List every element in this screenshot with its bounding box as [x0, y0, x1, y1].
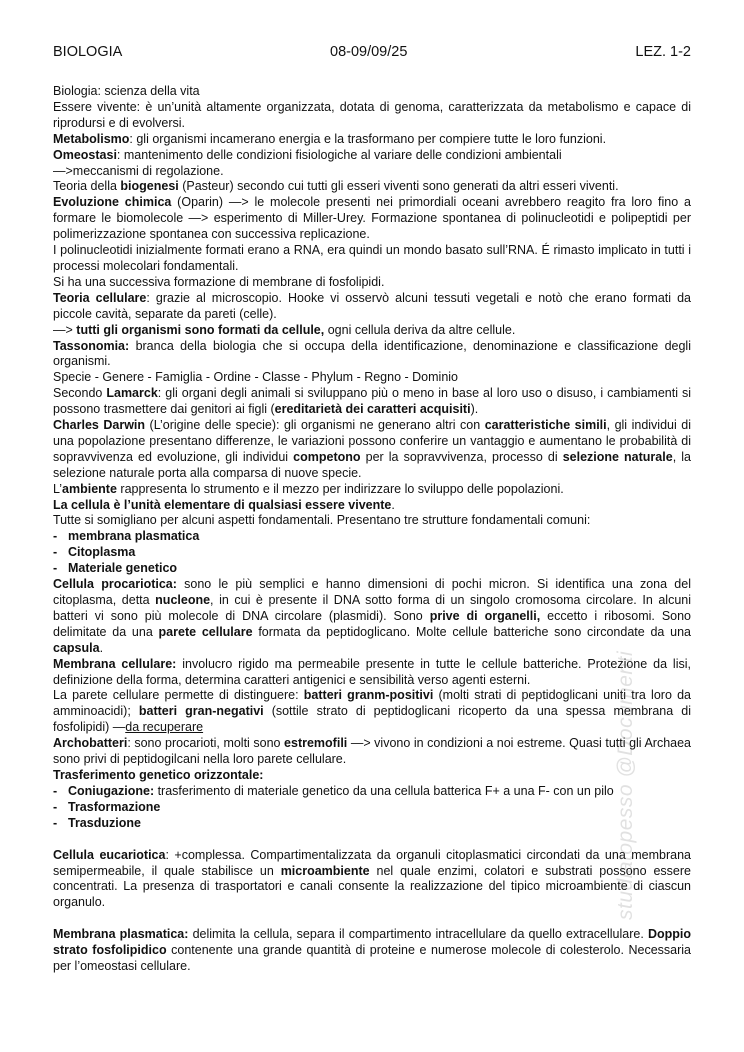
paragraph — [53, 482, 691, 498]
text-run: Trasferimento genetico orizzontale: — [53, 767, 264, 782]
paragraph — [53, 768, 691, 784]
text-run: ). — [470, 402, 479, 417]
text-run: branca della biologia che si occupa della identificazione, denominazione e classificazione degli organismi. — [53, 338, 691, 369]
list-item-text: Trasformazione — [68, 799, 161, 814]
text-run: . — [99, 640, 104, 655]
text-run: Tassonomia: — [53, 338, 130, 353]
text-run: . — [391, 497, 395, 512]
text-run: —> — [53, 322, 77, 337]
bullet-dash-icon: - — [53, 545, 58, 560]
text-run: —>meccanismi di regolazione. — [53, 163, 224, 178]
text-run: eccetto i ribosomi. Sono delimitate da una — [53, 608, 692, 639]
text-run: : mantenimento delle condizioni fisiologiche al variare delle condizioni ambientali — [116, 147, 562, 162]
list-item — [53, 561, 691, 577]
list-item — [53, 545, 691, 561]
text-run: trasferimento di materiale genetico da una cellula batterica F+ a una F- con un pilo — [154, 783, 614, 798]
text-run: : gli organismi incamerano energia e la trasformano per compiere tutte le loro funzioni. — [129, 131, 607, 146]
text-run: : sono procarioti, molti sono — [127, 736, 285, 751]
text-run: : gli organi degli animali si sviluppano più o meno in base al loro uso o disuso, i cambiamenti si possono trasmettere dai genitori ai figli ( — [53, 386, 692, 417]
text-run: , in cui è presente il DNA sotto forma di un singolo cromosoma circolare. In alcuni batteri vi sono più molecole di DNA circolare (plasmidi). Sono — [53, 593, 692, 623]
header-date: 08-09/09/25 — [330, 44, 408, 60]
text-run: Membrana plasmatica: — [53, 927, 189, 942]
paragraph — [53, 148, 691, 164]
bullet-dash-icon: - — [53, 561, 58, 576]
text-run: delimita la cellula, separa il compartimento intracellulare da quello extracellulare. — [188, 927, 648, 942]
spacer — [53, 832, 691, 848]
paragraph — [53, 243, 691, 275]
text-run: sono le più semplici e hanno dimensioni di pochi micron. Si identifica una zona del citoplasma, detta — [53, 577, 691, 607]
text-run: Teoria cellulare — [53, 290, 147, 305]
text-run: prive di organelli, — [429, 608, 541, 623]
text-run: batteri gran-negativi — [138, 704, 264, 719]
paragraph — [53, 370, 691, 386]
text-run: da recuperare — [125, 720, 204, 735]
text-run: , la selezione naturale porta alla comparsa di nuove specie. — [53, 449, 691, 480]
list-item — [53, 800, 691, 816]
paragraph — [53, 927, 691, 975]
text-run: La parete cellulare permette di distinguere: — [53, 688, 304, 703]
page-header — [53, 44, 691, 64]
paragraph — [53, 657, 691, 689]
text-run: Archobatteri — [53, 736, 128, 751]
document-body — [53, 84, 691, 975]
text-run: rappresenta lo strumento e il mezzo per indirizzare lo sviluppo delle popolazioni. — [116, 481, 564, 496]
paragraph — [53, 179, 691, 195]
text-run: Doppio strato fosfolipidico — [53, 927, 691, 958]
bullet-dash-icon: - — [53, 799, 58, 814]
paragraph — [53, 339, 691, 371]
list-item — [53, 784, 691, 800]
paragraph — [53, 132, 691, 148]
text-run: contenente una grande quantità di proteine e numerose molecole di colesterolo. Necessaria per l’omeostasi cellulare. — [53, 943, 692, 974]
paragraph — [53, 195, 691, 243]
text-run: (molti strati di peptidoglicani uniti tra loro da amminoacidi); — [53, 688, 691, 719]
text-run: capsula — [53, 640, 100, 655]
text-run: nel quale enzimi, colatori e substrati possono essere concentrati. La presenza di trasportatori e canali consente la realizzazione del tipico microambiente di ciascun organulo. — [53, 863, 691, 910]
spacer — [53, 911, 691, 927]
text-run: —> vivono in condizioni a noi estreme. Quasi tutti gli Archaea sono privi di peptidogilcani nella loro parete cellulare. — [53, 736, 692, 767]
paragraph — [53, 323, 691, 339]
bullet-dash-icon: - — [53, 815, 58, 830]
header-lesson: LEZ. 1-2 — [635, 44, 691, 60]
text-run: La cellula è l’unità elementare di qualsiasi essere vivente — [53, 497, 392, 512]
paragraph — [53, 164, 691, 180]
text-run: : grazie al microscopio. Hooke vi osservò alcuni tessuti vegetali e notò che erano formati da piccole cavità, separate da pareti (celle). — [53, 290, 691, 321]
paragraph — [53, 418, 691, 482]
list-item — [53, 529, 691, 545]
text-run: Secondo — [53, 386, 107, 401]
text-run: caratteristiche simili — [484, 418, 607, 433]
paragraph — [53, 386, 691, 418]
text-run: , gli individui di una popolazione presentano differenze, le variazioni possono conferire un vantaggio e aumentano le probabilità di sopravvivenza ed evoluzione, gli individui — [53, 418, 691, 464]
text-run: Evoluzione chimica — [53, 195, 172, 210]
text-run: ambiente — [62, 481, 117, 496]
text-run: Charles Darwin — [53, 418, 146, 433]
text-run: Biologia: scienza della vita — [53, 84, 200, 98]
bullet-dash-icon: - — [53, 529, 58, 544]
list-item-text — [68, 784, 691, 800]
text-run: (Pasteur) secondo cui tutti gli esseri viventi sono generati da altri esseri viventi. — [178, 179, 619, 194]
text-run: L’ — [53, 481, 63, 496]
list-item-text: Trasduzione — [68, 815, 141, 830]
text-run: Specie - Genere - Famiglia - Ordine - Classe - Phylum - Regno - Dominio — [53, 370, 458, 385]
paragraph — [53, 100, 691, 132]
text-run: ereditarietà dei caratteri acquisiti — [274, 402, 471, 417]
paragraph — [53, 577, 691, 657]
text-run: selezione naturale — [562, 449, 673, 464]
text-run: : +complessa. Compartimentalizzata da organuli citoplasmatici circondati da una membrana semipermeabile, il quale stabilisce un — [53, 847, 691, 878]
text-run: formata da peptidoglicano. Molte cellule batteriche sono circondate da una — [252, 624, 691, 639]
paragraph — [53, 291, 691, 323]
text-run: per la sopravvivenza, processo di — [360, 449, 563, 464]
text-run: Membrana cellulare: — [53, 656, 177, 671]
text-run: Coniugazione: — [68, 783, 155, 798]
text-run: (Oparin) —> le molecole presenti nei primordiali oceani avrebbero reagito fra loro fino a formare le biomolecole —> esperimento di Miller-Urey. Formazione spontanea di polinucleotidi e polipeptidi per polimerizzazione spontanea con successiva replicazione. — [53, 195, 691, 242]
list-item-text: Materiale genetico — [68, 561, 178, 576]
text-run: (sottile strato di peptidoglicani ricoperto da una spessa membrana di fosfolipidi) — — [53, 704, 691, 735]
text-run: microambiente — [280, 863, 370, 878]
text-run: competono — [293, 449, 361, 464]
text-run: tutti gli organismi sono formati da cellule, — [76, 322, 325, 337]
header-subject: BIOLOGIA — [53, 44, 123, 60]
text-run: Lamarck — [106, 386, 158, 401]
list-item — [53, 816, 691, 832]
text-run: Tutte si somigliano per alcuni aspetti fondamentali. Presentano tre strutture fondamentali comuni: — [53, 513, 591, 528]
text-run: Omeostasi — [53, 147, 117, 162]
text-run: I polinucleotidi inizialmente formati erano a RNA, era quindi un mondo basato sull’RNA. É rimasto implicato in tutti i processi molecolari fondamentali. — [53, 243, 691, 273]
text-run: (L’origine delle specie): gli organismi ne generano altri con — [145, 418, 485, 433]
text-run: Teoria della — [53, 179, 121, 194]
text-run: involucro rigido ma permeabile presente in tutte le cellule batteriche. Protezione da lisi, definizione della forma, determina caratteri antigenici e sensibilità verso agenti esterni. — [53, 656, 691, 687]
text-run: batteri granm-positivi — [303, 688, 434, 703]
text-run: parete cellulare — [158, 624, 253, 639]
paragraph — [53, 498, 691, 514]
text-run: Metabolismo — [53, 131, 130, 146]
bullet-dash-icon: - — [53, 783, 58, 798]
list-item-text: Citoplasma — [68, 545, 136, 560]
paragraph — [53, 84, 691, 100]
list-item-text: membrana plasmatica — [68, 529, 200, 544]
watermark: studiatopesso @Documenti — [614, 650, 637, 920]
text-run: Essere vivente: è un’unità altamente organizzata, dotata di genoma, caratterizzata da metabolismo e capace di riprodursi e di evolversi. — [53, 99, 691, 130]
text-run: biogenesi — [120, 179, 179, 194]
text-run: ogni cellula deriva da altre cellule. — [324, 322, 516, 337]
paragraph — [53, 275, 691, 291]
text-run: Cellula procariotica: — [53, 577, 177, 592]
text-run: Si ha una successiva formazione di membrane di fosfolipidi. — [53, 274, 385, 289]
paragraph — [53, 513, 691, 529]
paragraph — [53, 848, 691, 912]
paragraph — [53, 736, 691, 768]
text-run: nucleone — [155, 593, 211, 607]
text-run: estremofili — [284, 736, 348, 751]
paragraph — [53, 688, 691, 736]
text-run: Cellula eucariotica — [53, 847, 166, 862]
